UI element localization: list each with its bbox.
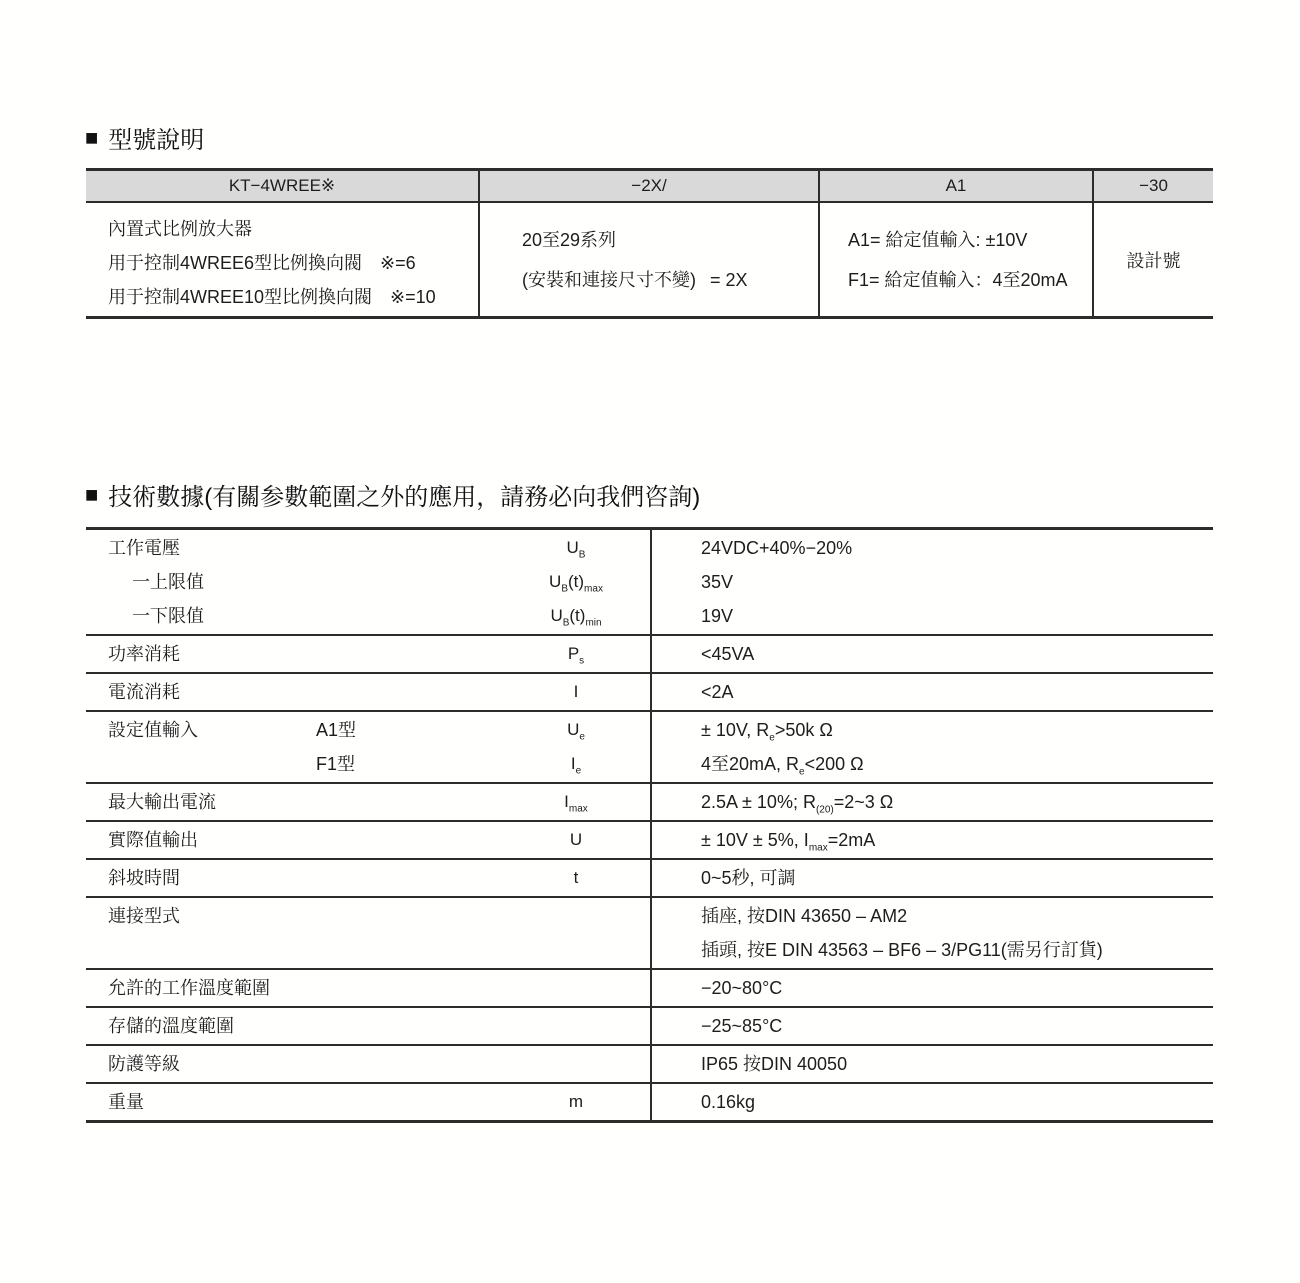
subscript-text: e [579, 731, 585, 743]
tech-row-value-cell [650, 898, 1213, 968]
model-code-table-header [86, 171, 1213, 203]
model-description-text: 內置式比例放大器 [108, 219, 252, 239]
tech-row-parameter-cell [86, 1008, 650, 1044]
model-description-text: 用于控制4WREE6型比例換向閥 [108, 253, 363, 273]
design-number-text: 設計號 [1126, 250, 1181, 271]
subscript-text: max [584, 583, 603, 595]
parameter-label: 一上限值 [132, 572, 204, 592]
tech-table-row [86, 860, 1213, 898]
parameter-sublabel: A1型 [316, 720, 357, 740]
parameter-symbol: $I_{max}$ [564, 792, 588, 815]
tech-table-row [86, 898, 1213, 970]
value-line: 0~5秒, 可調 [701, 868, 796, 888]
header-cell-input: A1 [820, 171, 1094, 201]
parameter-line [86, 1009, 650, 1043]
parameter-label: 實際值輸出 [108, 830, 198, 850]
series-cell [480, 203, 820, 316]
tech-row-parameter-cell [86, 712, 650, 782]
tech-row-parameter-cell [86, 530, 650, 634]
model-description-line [108, 280, 478, 314]
parameter-line [86, 899, 650, 933]
parameter-line [86, 1085, 650, 1119]
tech-table-row [86, 1084, 1213, 1120]
value-line: −25~85°C [701, 1016, 783, 1036]
tech-row-value-cell [650, 860, 1213, 896]
parameter-label: 電流消耗 [108, 682, 180, 702]
tech-table-row [86, 970, 1213, 1008]
input-type-line [848, 266, 1092, 294]
parameter-line [86, 747, 650, 781]
parameter-symbol: t [573, 868, 579, 887]
model-description-note: ※=6 [380, 253, 416, 273]
input-type-text: F1= 給定值輸入：4至20mA [848, 269, 1068, 290]
tech-row-value-cell [650, 970, 1213, 1006]
model-description-line [108, 246, 478, 280]
parameter-label: 最大輸出電流 [108, 792, 216, 812]
tech-row-value-cell [650, 636, 1213, 672]
tech-table-row [86, 784, 1213, 822]
tech-row-parameter-cell [86, 1046, 650, 1082]
value-line: <2A [701, 682, 734, 702]
parameter-line [86, 1047, 650, 1081]
tech-table-row [86, 636, 1213, 674]
parameter-symbol: $I_e$ [570, 754, 582, 777]
value-line: 35V [701, 572, 734, 592]
parameter-symbol: U [569, 830, 583, 849]
parameter-line [86, 785, 650, 819]
parameter-symbol: $U_B(t)_{max}$ [549, 572, 603, 595]
tech-table-row [86, 822, 1213, 860]
value-line: 24VDC+40%−20% [701, 538, 853, 558]
tech-row-value-cell [650, 674, 1213, 710]
series-line [522, 266, 818, 294]
model-description-note: ※=10 [390, 287, 436, 307]
parameter-label: 斜坡時間 [108, 868, 180, 888]
parameter-line [86, 675, 650, 709]
tech-table-row [86, 712, 1213, 784]
subscript-text: max [568, 803, 588, 815]
parameter-label: 防護等級 [108, 1054, 180, 1074]
parameter-line [86, 565, 650, 599]
parameter-label: 存儲的溫度範圍 [108, 1016, 234, 1036]
parameter-line [86, 823, 650, 857]
model-code-table [86, 168, 1213, 319]
tech-row-value-cell [650, 712, 1213, 782]
parameter-label: 功率消耗 [108, 644, 180, 664]
value-line: IP65 按DIN 40050 [701, 1054, 848, 1074]
subscript-text: s [579, 655, 585, 667]
tech-table-row [86, 1008, 1213, 1046]
section-title-model-code [85, 120, 204, 155]
parameter-line [86, 861, 650, 895]
parameter-line [86, 637, 650, 671]
subscript-text: max [808, 842, 828, 854]
value-line: 0.16kg [701, 1092, 756, 1112]
tech-table-row [86, 674, 1213, 712]
tech-row-parameter-cell [86, 970, 650, 1006]
value-line: −20~80°C [701, 978, 783, 998]
tech-row-value-cell [650, 530, 1213, 634]
subscript-text: B [578, 549, 586, 561]
tech-row-value-cell [650, 1046, 1213, 1082]
value-line: ± 10V, $R_e>50k$ Ω [701, 720, 833, 744]
model-description-line [108, 212, 478, 246]
subscript-text: e [769, 732, 775, 744]
tech-row-parameter-cell [86, 860, 650, 896]
tech-table [86, 527, 1213, 1123]
subscript-text: min [585, 617, 602, 629]
value-line: 插座, 按DIN 43650 – AM2 [701, 906, 908, 926]
parameter-symbol: I [573, 682, 579, 701]
black-square-icon: ■ [85, 124, 99, 150]
parameter-line [86, 713, 650, 747]
model-description-cell [86, 203, 480, 316]
model-code-table-body [86, 203, 1213, 316]
input-type-line [848, 226, 1092, 254]
value-line: ± 10V ± 5%, $I_{max}=2mA$ [701, 830, 876, 854]
series-text: 20至29系列 [522, 229, 617, 250]
design-number-cell [1094, 203, 1213, 316]
input-type-cell [820, 203, 1094, 316]
parameter-symbol: $U_B$ [566, 538, 586, 561]
tech-table-row [86, 530, 1213, 636]
tech-row-parameter-cell [86, 674, 650, 710]
tech-row-parameter-cell [86, 1084, 650, 1120]
value-line: 插頭, 按E DIN 43563 – BF6 – 3/PG11(需另行訂貨) [701, 940, 1103, 960]
tech-row-parameter-cell [86, 784, 650, 820]
parameter-sublabel: F1型 [316, 754, 356, 774]
tech-row-parameter-cell [86, 898, 650, 968]
input-type-text: A1= 給定值輸入: ±10V [848, 229, 1028, 250]
tech-row-value-cell [650, 1084, 1213, 1120]
parameter-label: 重量 [108, 1092, 144, 1112]
parameter-symbol: $P_s$ [567, 644, 585, 667]
tech-table-row [86, 1046, 1213, 1084]
subscript-text: e [799, 766, 805, 778]
parameter-symbol: $U_e$ [567, 720, 585, 743]
subscript-text: B [561, 583, 568, 595]
black-square-icon: ■ [85, 481, 99, 507]
header-cell-model: KT−4WREE※ [86, 171, 480, 201]
model-description-text: 用于控制4WREE10型比例換向閥 [108, 287, 373, 307]
tech-row-value-cell [650, 822, 1213, 858]
value-line: 19V [701, 606, 734, 626]
header-cell-series: −2X/ [480, 171, 820, 201]
subscript-text: (20) [815, 804, 834, 816]
tech-row-value-cell [650, 784, 1213, 820]
subscript-text: e [575, 765, 582, 777]
value-line: <45VA [701, 644, 755, 664]
parameter-label: 允許的工作溫度範圍 [108, 978, 270, 998]
series-note: = 2X [710, 269, 748, 290]
value-line: 4至20mA, $R_e<200$ Ω [701, 754, 864, 778]
parameter-label: 設定值輸入 [108, 720, 198, 740]
parameter-line [86, 531, 650, 565]
parameter-symbol: m [568, 1092, 584, 1111]
section-title-technical-data [85, 477, 700, 512]
parameter-label: 工作電壓 [108, 538, 180, 558]
value-line: 2.5A ± 10%; $R_{(20)}=2\sim 3$ Ω [701, 792, 894, 816]
series-text: (安裝和連接尺寸不變) [522, 269, 696, 290]
section-title-text: 技術數據(有關参數範圍之外的應用，請務必向我們咨詢) [108, 484, 701, 511]
parameter-label: 一下限值 [132, 606, 204, 626]
parameter-symbol: $U_B(t)_{min}$ [550, 606, 602, 629]
tech-row-parameter-cell [86, 822, 650, 858]
subscript-text: B [562, 617, 570, 629]
section-title-text: 型號說明 [108, 127, 205, 154]
parameter-line [86, 971, 650, 1005]
parameter-line [86, 599, 650, 633]
tech-row-value-cell [650, 1008, 1213, 1044]
header-cell-design: −30 [1139, 176, 1168, 195]
tech-row-parameter-cell [86, 636, 650, 672]
series-line [522, 226, 818, 254]
parameter-label: 連接型式 [108, 906, 180, 926]
